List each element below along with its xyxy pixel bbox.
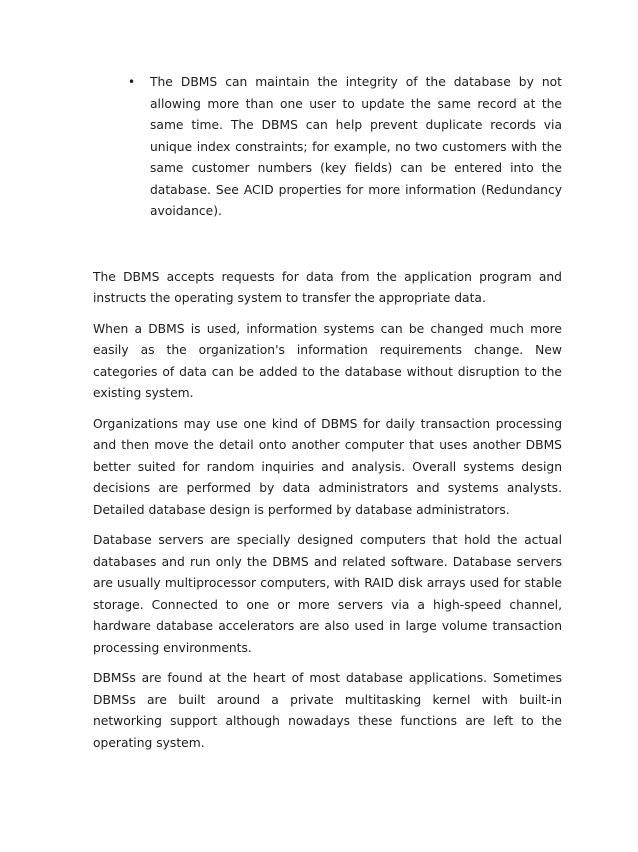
bullet-marker-icon: • <box>128 75 136 89</box>
paragraph-organizations: Organizations may use one kind of DBMS for daily transaction processing and then move the detail onto another computer that uses another DBMS better suited for random inquiries and analysis. Overall systems design decisions are performed by data administrators and systems analysts. Detailed database design is performed by database administrators. <box>93 416 562 517</box>
section-spacer <box>93 223 562 267</box>
document-body <box>93 72 562 754</box>
bullet-text: The DBMS can maintain the integrity of the database by not allowing more than one user to update the same record at the same time. The DBMS can help prevent duplicate records via unique index constraints; for example, no two customers with the same customer numbers (key fields) can be entered into the database. See ACID properties for more information (Redundancy avoidance). <box>150 75 562 218</box>
paragraph-spacer <box>93 521 562 530</box>
paragraph-database-servers: Database servers are specially designed computers that hold the actual databases and run only the DBMS and related software. Database servers are usually multiprocessor computers, with RAID disk arrays used for stable storage. Connected to one or more servers via a high-speed channel, hardware database accelerators are also used in large volume transaction processing environments. <box>93 533 562 655</box>
paragraph-dbms-applications: DBMSs are found at the heart of most database applications. Sometimes DBMSs are built around a private multitasking kernel with built-in networking support although nowadays these functions are left to the operating system. <box>93 671 562 750</box>
paragraph-spacer <box>93 405 562 414</box>
paragraph-spacer <box>93 659 562 668</box>
paragraph-information-systems: When a DBMS is used, information systems can be changed much more easily as the organization's information requirements change. New categories of data can be added to the database without disruption to the existing system. <box>93 321 562 400</box>
bullet-list <box>93 72 562 223</box>
bullet-item-integrity <box>128 72 562 223</box>
paragraph-dbms-requests: The DBMS accepts requests for data from the application program and instructs the operating system to transfer the appropriate data. <box>93 269 562 305</box>
paragraph-spacer <box>93 310 562 319</box>
